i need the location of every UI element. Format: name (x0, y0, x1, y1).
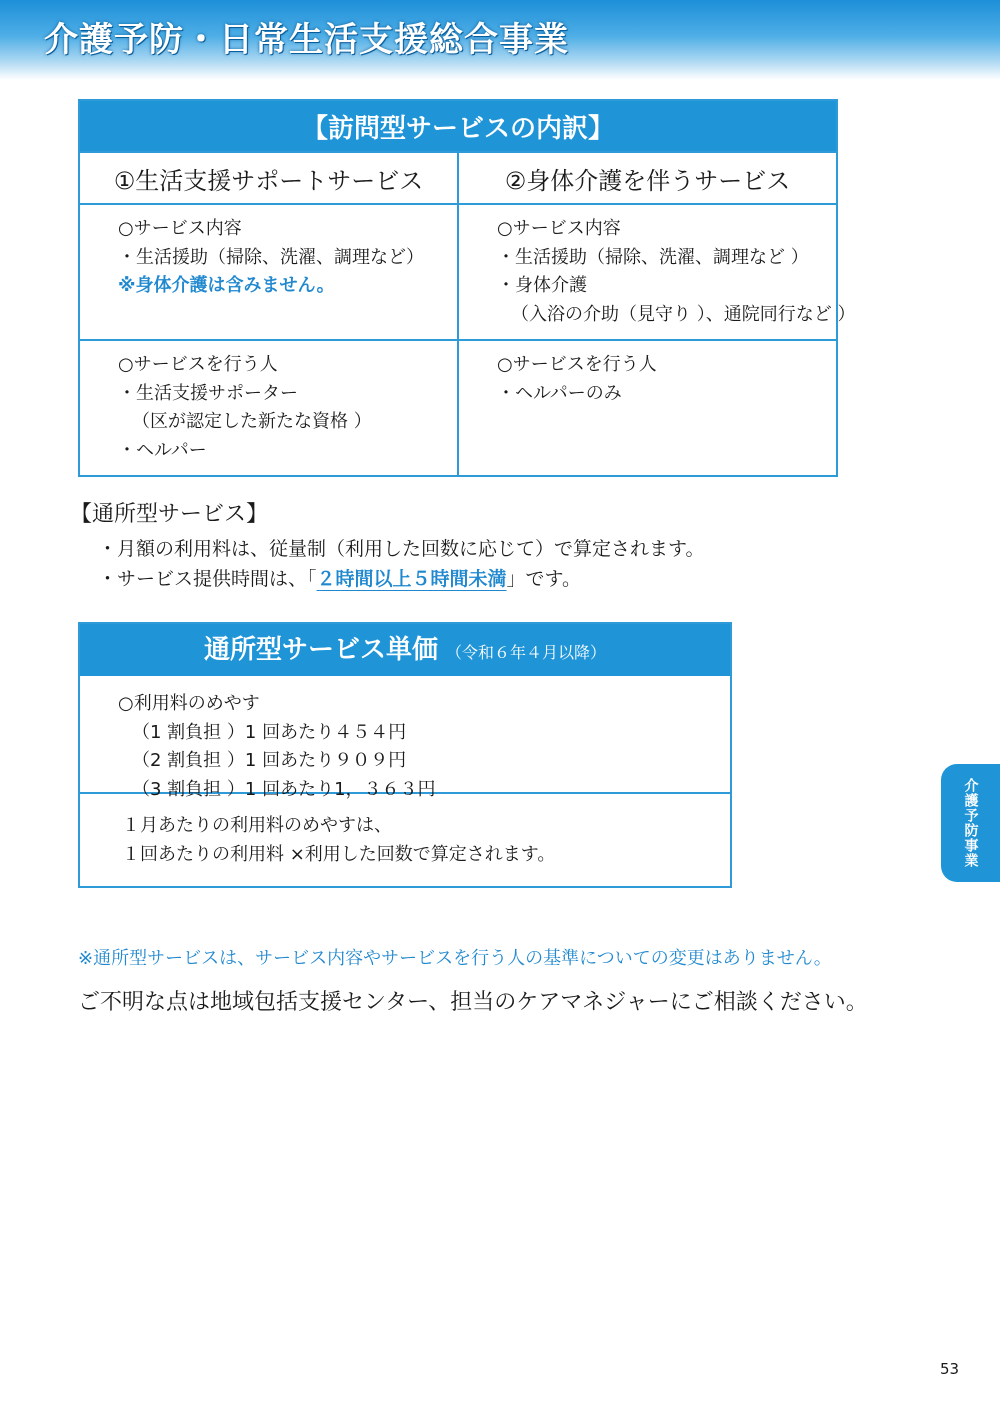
home-visit-table-title: 【訪問型サービスの内訳】 (79, 100, 837, 152)
column-heading-physical-care: ②身体介護を伴うサービス (458, 152, 837, 204)
page-title: 介護予防・日常生活支援総合事業 (44, 20, 569, 60)
monthly-fee-line: １月あたりの利用料のめやすは、 (122, 815, 392, 836)
provider-label: ○サービスを行う人 (118, 354, 278, 375)
home-visit-table (78, 99, 856, 477)
provider-item: ・ヘルパーのみ (497, 382, 622, 404)
cell-lifestyle-provider (79, 340, 458, 476)
contact-note: ご不明な点は地域包括支援センター、担当のケアマネジャーにご相談ください。 (78, 990, 868, 1015)
content-item-detail: （入浴の介助（見守り ）、通院同行など ） (511, 303, 856, 325)
content-item: ・生活援助（掃除、洗濯、調理など ） (497, 246, 809, 268)
provider-item: ・生活支援サポーター (118, 382, 298, 404)
content-label: ○サービス内容 (118, 218, 242, 239)
monthly-fee-line: １回あたりの利用料 ×利用した回数で算定されます。 (122, 843, 556, 865)
price-box-title: 通所型サービス単価 (203, 635, 438, 665)
price-rate-row: （3 割負担 ）1 回あたり1，３６３円 (132, 778, 436, 800)
content-item: ・生活援助（掃除、洗濯、調理など） (118, 246, 424, 268)
provider-item-detail: （区が認定した新たな資格 ） (132, 411, 372, 432)
content-item: ・身体介護 (497, 275, 587, 296)
price-box-header (80, 624, 730, 676)
cell-lifestyle-content (79, 204, 458, 340)
price-rate-row: （1 割負担 ）1 回あたり４５４円 (132, 721, 407, 743)
bullet-hours-prefix: ・サービス提供時間は、「 (98, 568, 317, 590)
day-service-bullet-hours (98, 564, 581, 591)
day-service-heading: 【通所型サービス】 (70, 502, 269, 527)
bullet-hours-emphasis: ２時間以上５時間未満 (316, 568, 507, 590)
price-box-subtitle: （令和６年４月以降） (446, 643, 607, 662)
day-service-bullet-fee: ・月額の利用料は、従量制（利用した回数に応じて）で算定されます。 (98, 538, 705, 560)
content-label: ○サービス内容 (497, 218, 621, 239)
bullet-hours-suffix: 」です。 (506, 568, 582, 590)
provider-label: ○サービスを行う人 (497, 354, 657, 375)
price-rates-section (80, 676, 730, 800)
price-box (78, 622, 732, 888)
no-change-note: ※通所型サービスは、サービス内容やサービスを行う人の基準についての変更はありません。 (78, 948, 832, 969)
column-heading-lifestyle-support: ①生活支援サポートサービス (79, 152, 458, 204)
page-number: 53 (940, 1360, 960, 1378)
price-rate-row: （2 割負担 ）1 回あたり９０９円 (132, 750, 407, 771)
cell-physical-provider (458, 340, 837, 476)
monthly-fee-section (80, 792, 730, 886)
side-index-tab (941, 764, 1000, 882)
price-label: ○利用料のめやす (118, 693, 260, 714)
provider-item: ・ヘルパー (118, 439, 207, 461)
side-index-tab-label: 介護予防事業 (962, 778, 979, 868)
content-note: ※身体介護は含みません。 (118, 275, 335, 296)
cell-physical-content (458, 204, 856, 340)
